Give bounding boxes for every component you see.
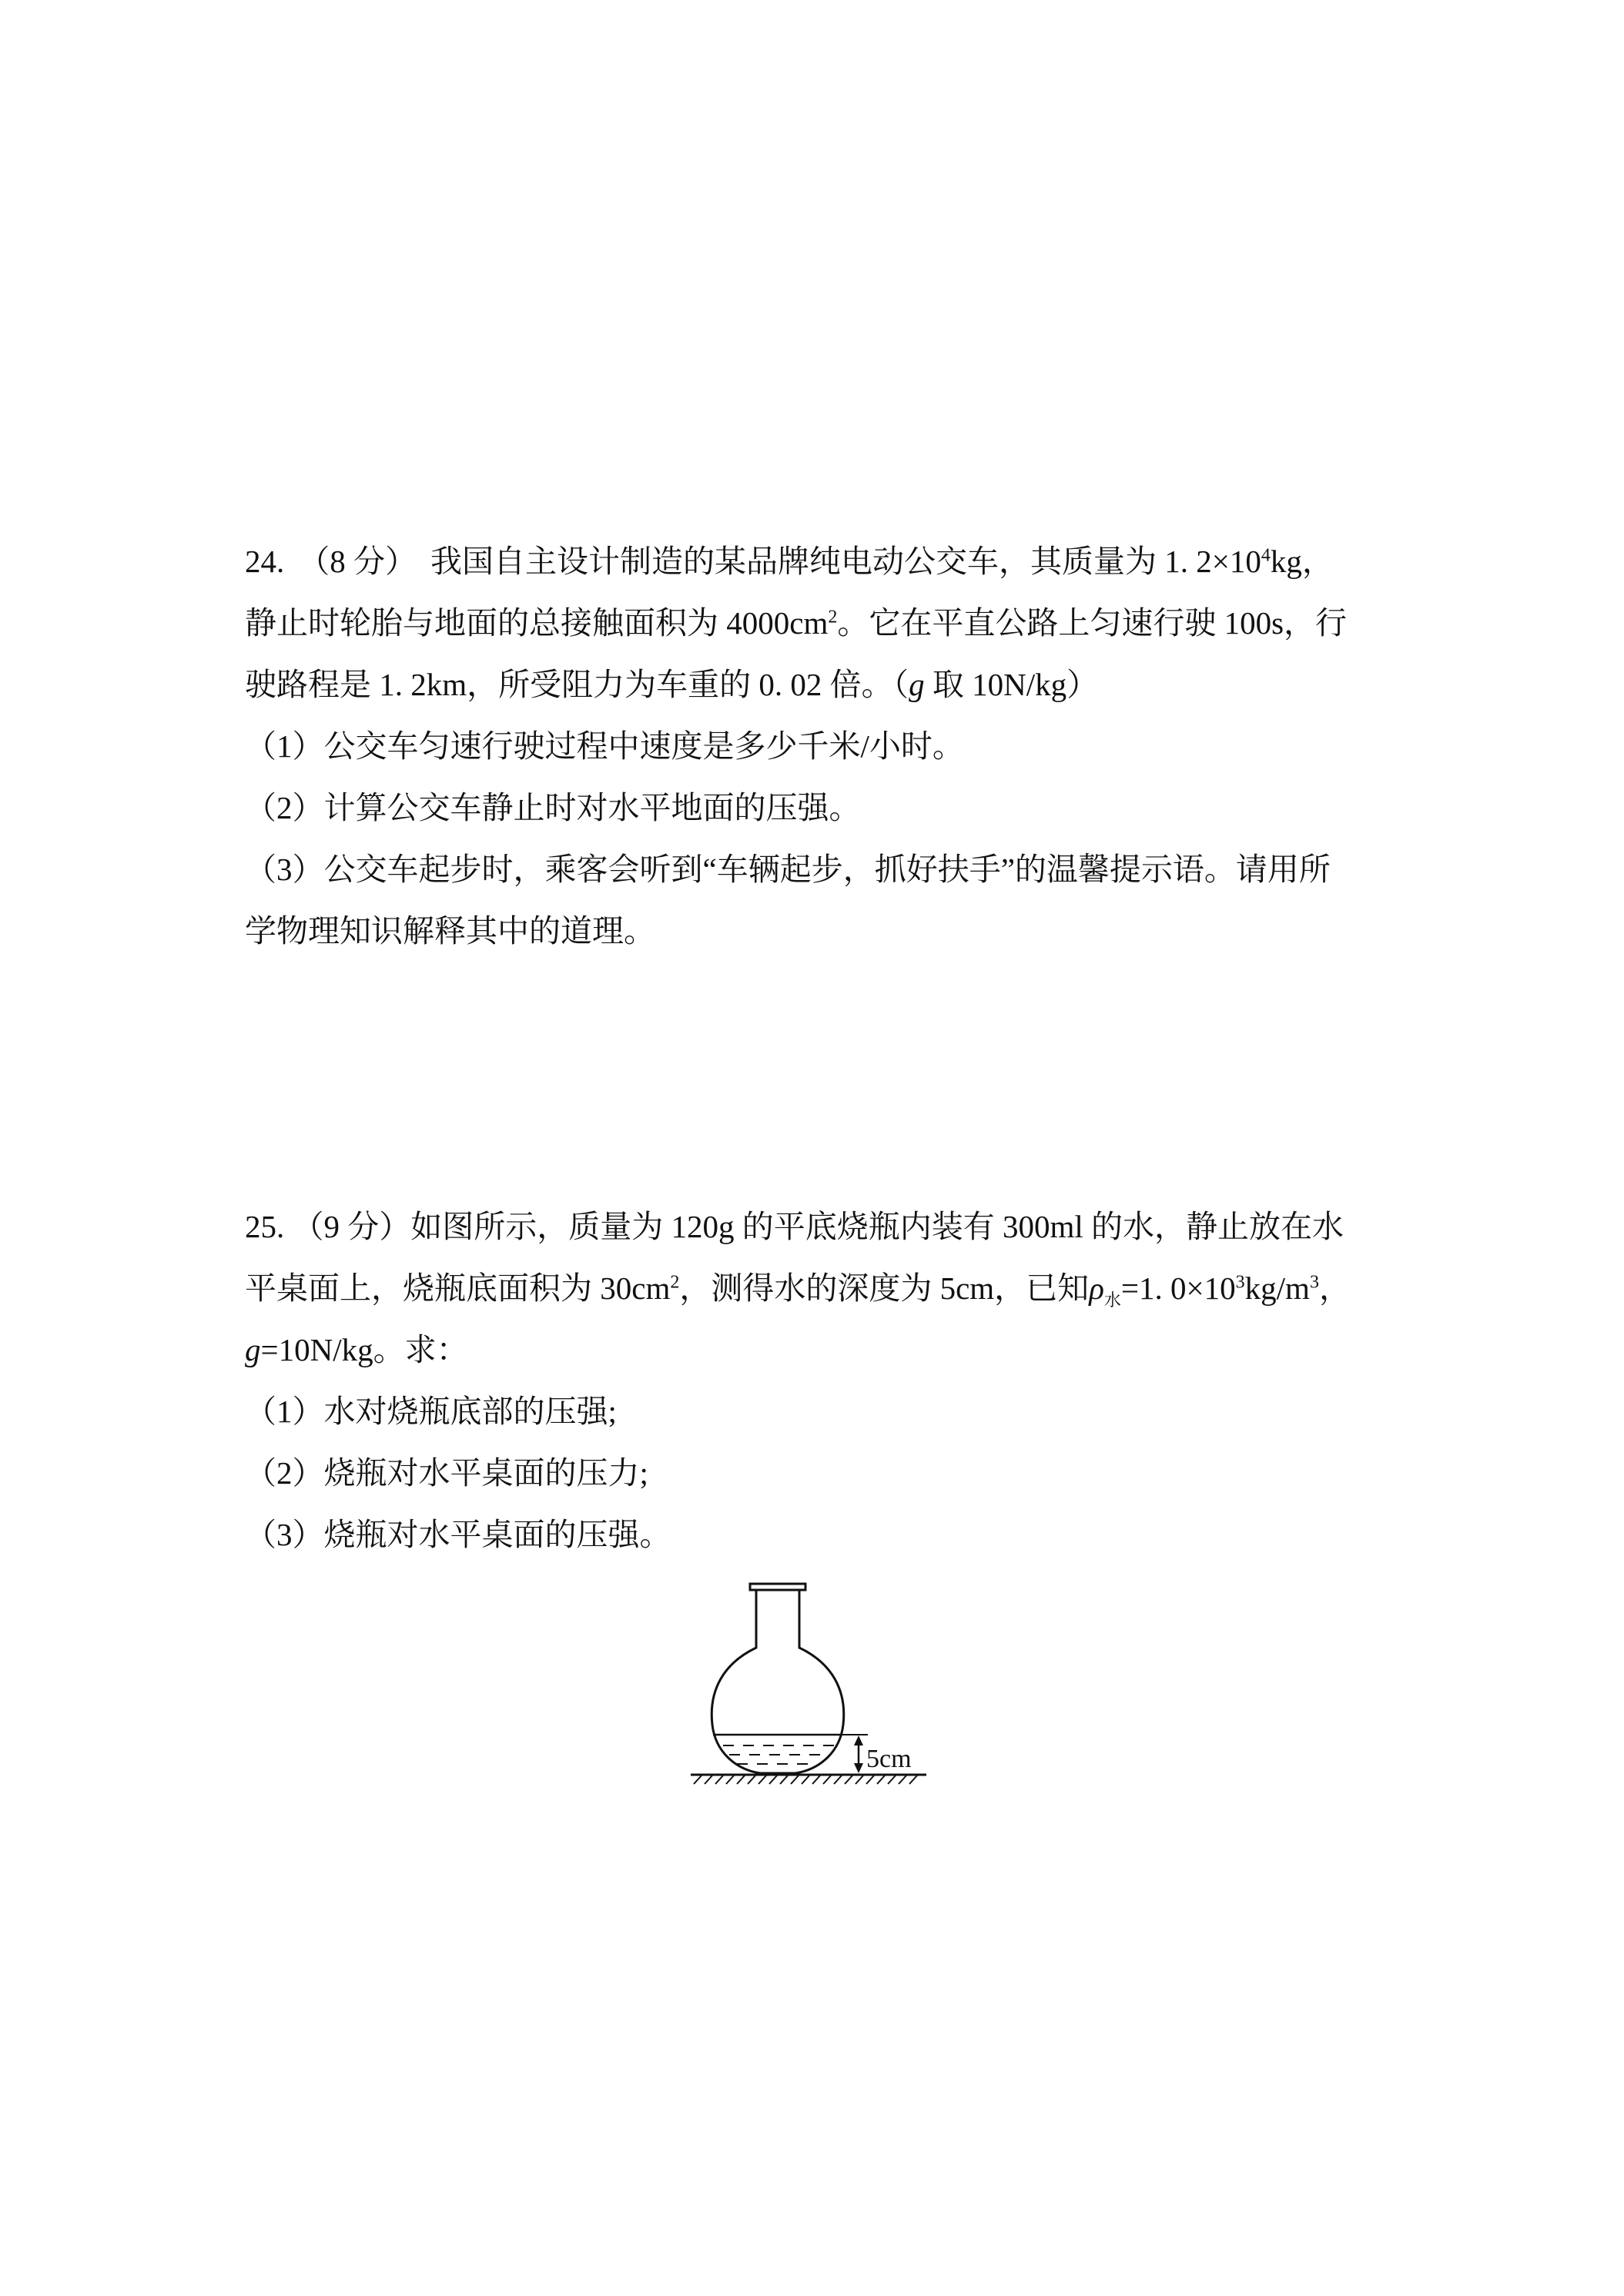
flask-rim bbox=[750, 1584, 805, 1590]
depth-arrow-down-icon bbox=[854, 1763, 863, 1773]
q24-line3 bbox=[245, 664, 1098, 705]
q25-area-exponent: 2 bbox=[670, 1272, 680, 1293]
q25-rho-subscript: 水 bbox=[1103, 1290, 1121, 1310]
q25-line2 bbox=[245, 1268, 1351, 1308]
q25-line3 bbox=[245, 1330, 468, 1370]
q24-line2 bbox=[245, 603, 1347, 643]
q25-line2-end: ， bbox=[1318, 1270, 1351, 1306]
q24-g-symbol: g bbox=[909, 667, 925, 702]
q24-line2-text: 静止时轮胎与地面的总接触面积为 4000cm bbox=[245, 605, 829, 641]
q25-density-value: =1. 0×10 bbox=[1120, 1270, 1236, 1306]
q25-line3-text: =10N/kg。求： bbox=[260, 1332, 468, 1367]
q25-line2-mid: ，测得水的深度为 5cm，已知 bbox=[679, 1270, 1090, 1306]
q24-text: 我国自主设计制造的某品牌纯电动公交车，其质量为 1. 2×10 bbox=[430, 544, 1261, 579]
q24-number: 24. bbox=[245, 544, 285, 579]
q25-density-exponent: 3 bbox=[1235, 1272, 1245, 1293]
q24-line1 bbox=[245, 541, 1334, 581]
depth-label: 5cm bbox=[866, 1745, 912, 1773]
q25-line2-text: 平桌面上，烧瓶底面积为 30cm bbox=[245, 1270, 671, 1306]
q25-rho-symbol: ρ bbox=[1089, 1270, 1104, 1306]
q25-line1: 25. （9 分）如图所示，质量为 120g 的平底烧瓶内装有 300ml 的水，静止放在水 bbox=[245, 1209, 1344, 1244]
q25-subquestion-1: （1）水对烧瓶底部的压强; bbox=[245, 1394, 617, 1429]
q24-subquestion-1: （1）公交车匀速行驶过程中速度是多少千米/小时。 bbox=[245, 728, 964, 764]
q24-exponent: 4 bbox=[1261, 545, 1271, 566]
water-hatching bbox=[723, 1745, 834, 1764]
q24-subquestion-3-line2: 学物理知识解释其中的道理。 bbox=[245, 913, 655, 949]
q25-subquestion-2: （2）烧瓶对水平桌面的压力; bbox=[245, 1455, 648, 1491]
q24-line2-exponent: 2 bbox=[828, 607, 838, 628]
q24-subquestion-2: （2）计算公交车静止时对水平地面的压强。 bbox=[245, 790, 861, 825]
q25-subquestion-3: （3）烧瓶对水平桌面的压强。 bbox=[245, 1517, 671, 1552]
depth-arrow-up-icon bbox=[854, 1735, 863, 1745]
q25-unit-exponent: 3 bbox=[1309, 1272, 1319, 1293]
table-hatching bbox=[694, 1776, 917, 1784]
q24-line2-rest: 。它在平直公路上匀速行驶 100s，行 bbox=[837, 605, 1348, 641]
q24-subquestion-3-line1: （3）公交车起步时，乘客会听到“车辆起步，抓好扶手”的温馨提示语。请用所 bbox=[245, 852, 1331, 887]
q24-line3-rest: 取 10N/kg） bbox=[924, 667, 1099, 702]
q24-line3-text: 驶路程是 1. 2km，所受阻力为车重的 0. 02 倍。（ bbox=[245, 667, 909, 702]
q25-g-symbol: g bbox=[245, 1332, 261, 1367]
flask-diagram bbox=[689, 1582, 947, 1813]
flask-figure bbox=[689, 1582, 947, 1813]
q24-score: （8 分） bbox=[298, 544, 417, 579]
q25-density-unit: kg/m bbox=[1244, 1270, 1310, 1306]
q24-unit: kg， bbox=[1270, 544, 1334, 579]
